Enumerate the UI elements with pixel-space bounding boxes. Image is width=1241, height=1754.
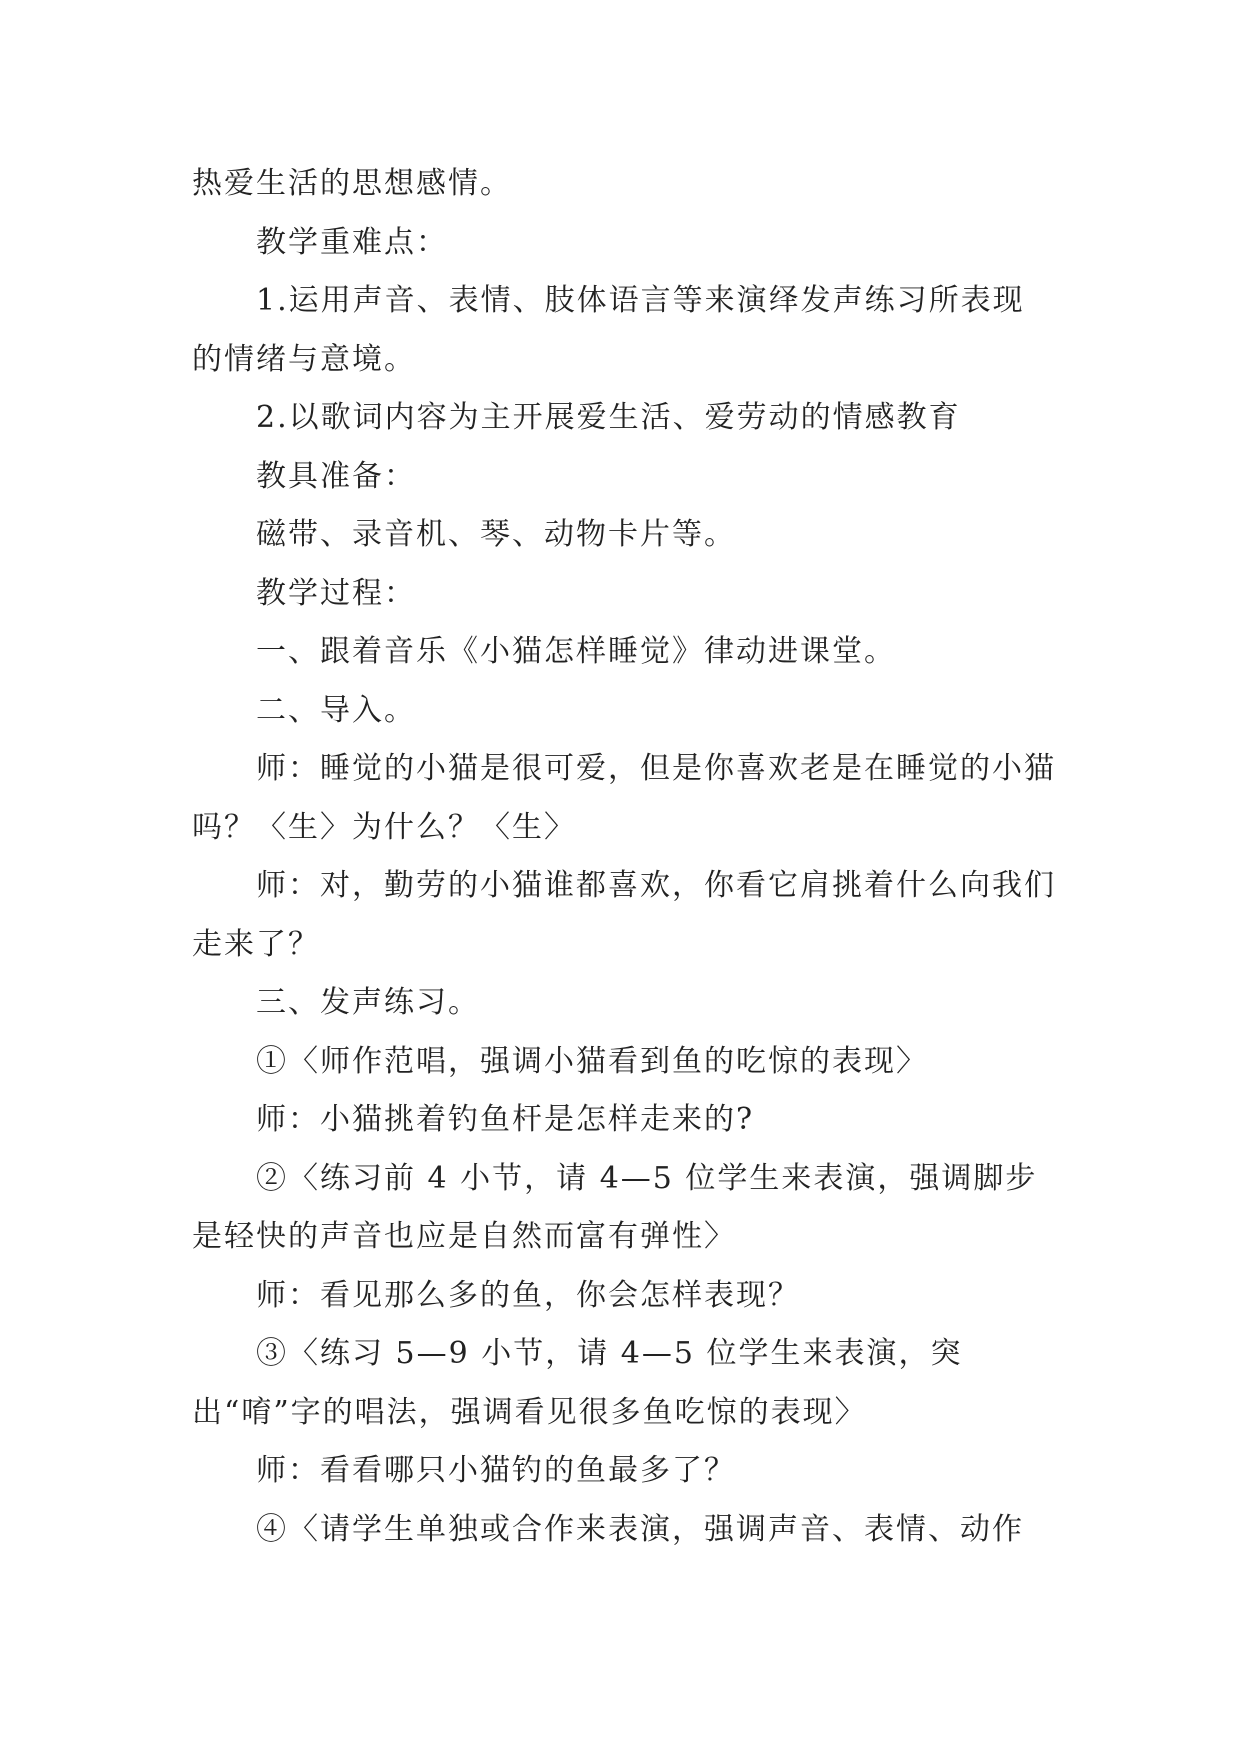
- paragraph-practice-1: ①〈师作范唱，强调小猫看到鱼的吃惊的表现〉: [256, 1043, 928, 1079]
- paragraph-teacher-5: 师：看看哪只小猫钓的鱼最多了？: [256, 1453, 736, 1488]
- paragraph-teacher-2: 师：对，勤劳的小猫谁都喜欢，你看它肩挑着什么向我们走来了？: [192, 868, 1056, 962]
- paragraph-heading-materials: 教具准备：: [256, 458, 416, 494]
- paragraph-step-1: 一、跟着音乐《小猫怎样睡觉》律动进课堂。: [256, 634, 896, 669]
- paragraph-heading-process: 教学过程：: [256, 575, 416, 611]
- paragraph-continuation: 热爱生活的思想感情。: [192, 166, 512, 201]
- paragraph-key-point-1: 1.运用声音、表情、肢体语言等来演绎发声练习所表现的情绪与意境。: [192, 283, 1025, 377]
- document-body: [192, 155, 1056, 1559]
- paragraph-practice-4: ④〈请学生单独或合作来表演，强调声音、表情、动作: [256, 1511, 1024, 1547]
- paragraph-teacher-3: 师：小猫挑着钓鱼杆是怎样走来的?: [256, 1102, 755, 1137]
- paragraph-practice-2: ②〈练习前 4 小节，请 4—5 位学生来表演，强调脚步是轻快的声音也应是自然而富有弹性〉: [192, 1160, 1038, 1254]
- paragraph-teacher-4: 师：看见那么多的鱼，你会怎样表现？: [256, 1277, 800, 1313]
- paragraph-teacher-1: 师：睡觉的小猫是很可爱，但是你喜欢老是在睡觉的小猫吗？〈生〉为什么？〈生〉: [192, 751, 1056, 845]
- paragraph-key-point-2: 2.以歌词内容为主开展爱生活、爱劳动的情感教育: [256, 400, 961, 435]
- paragraph-practice-3: ③〈练习 5—9 小节，请 4—5 位学生来表演，突出“唷”字的唱法，强调看见很多鱼吃惊的表现〉: [192, 1336, 963, 1430]
- paragraph-step-2: 二、导入。: [256, 692, 416, 728]
- paragraph-materials-list: 磁带、录音机、琴、动物卡片等。: [256, 517, 736, 552]
- paragraph-heading-key-points: 教学重难点：: [256, 224, 448, 260]
- paragraph-step-3: 三、发声练习。: [256, 985, 480, 1020]
